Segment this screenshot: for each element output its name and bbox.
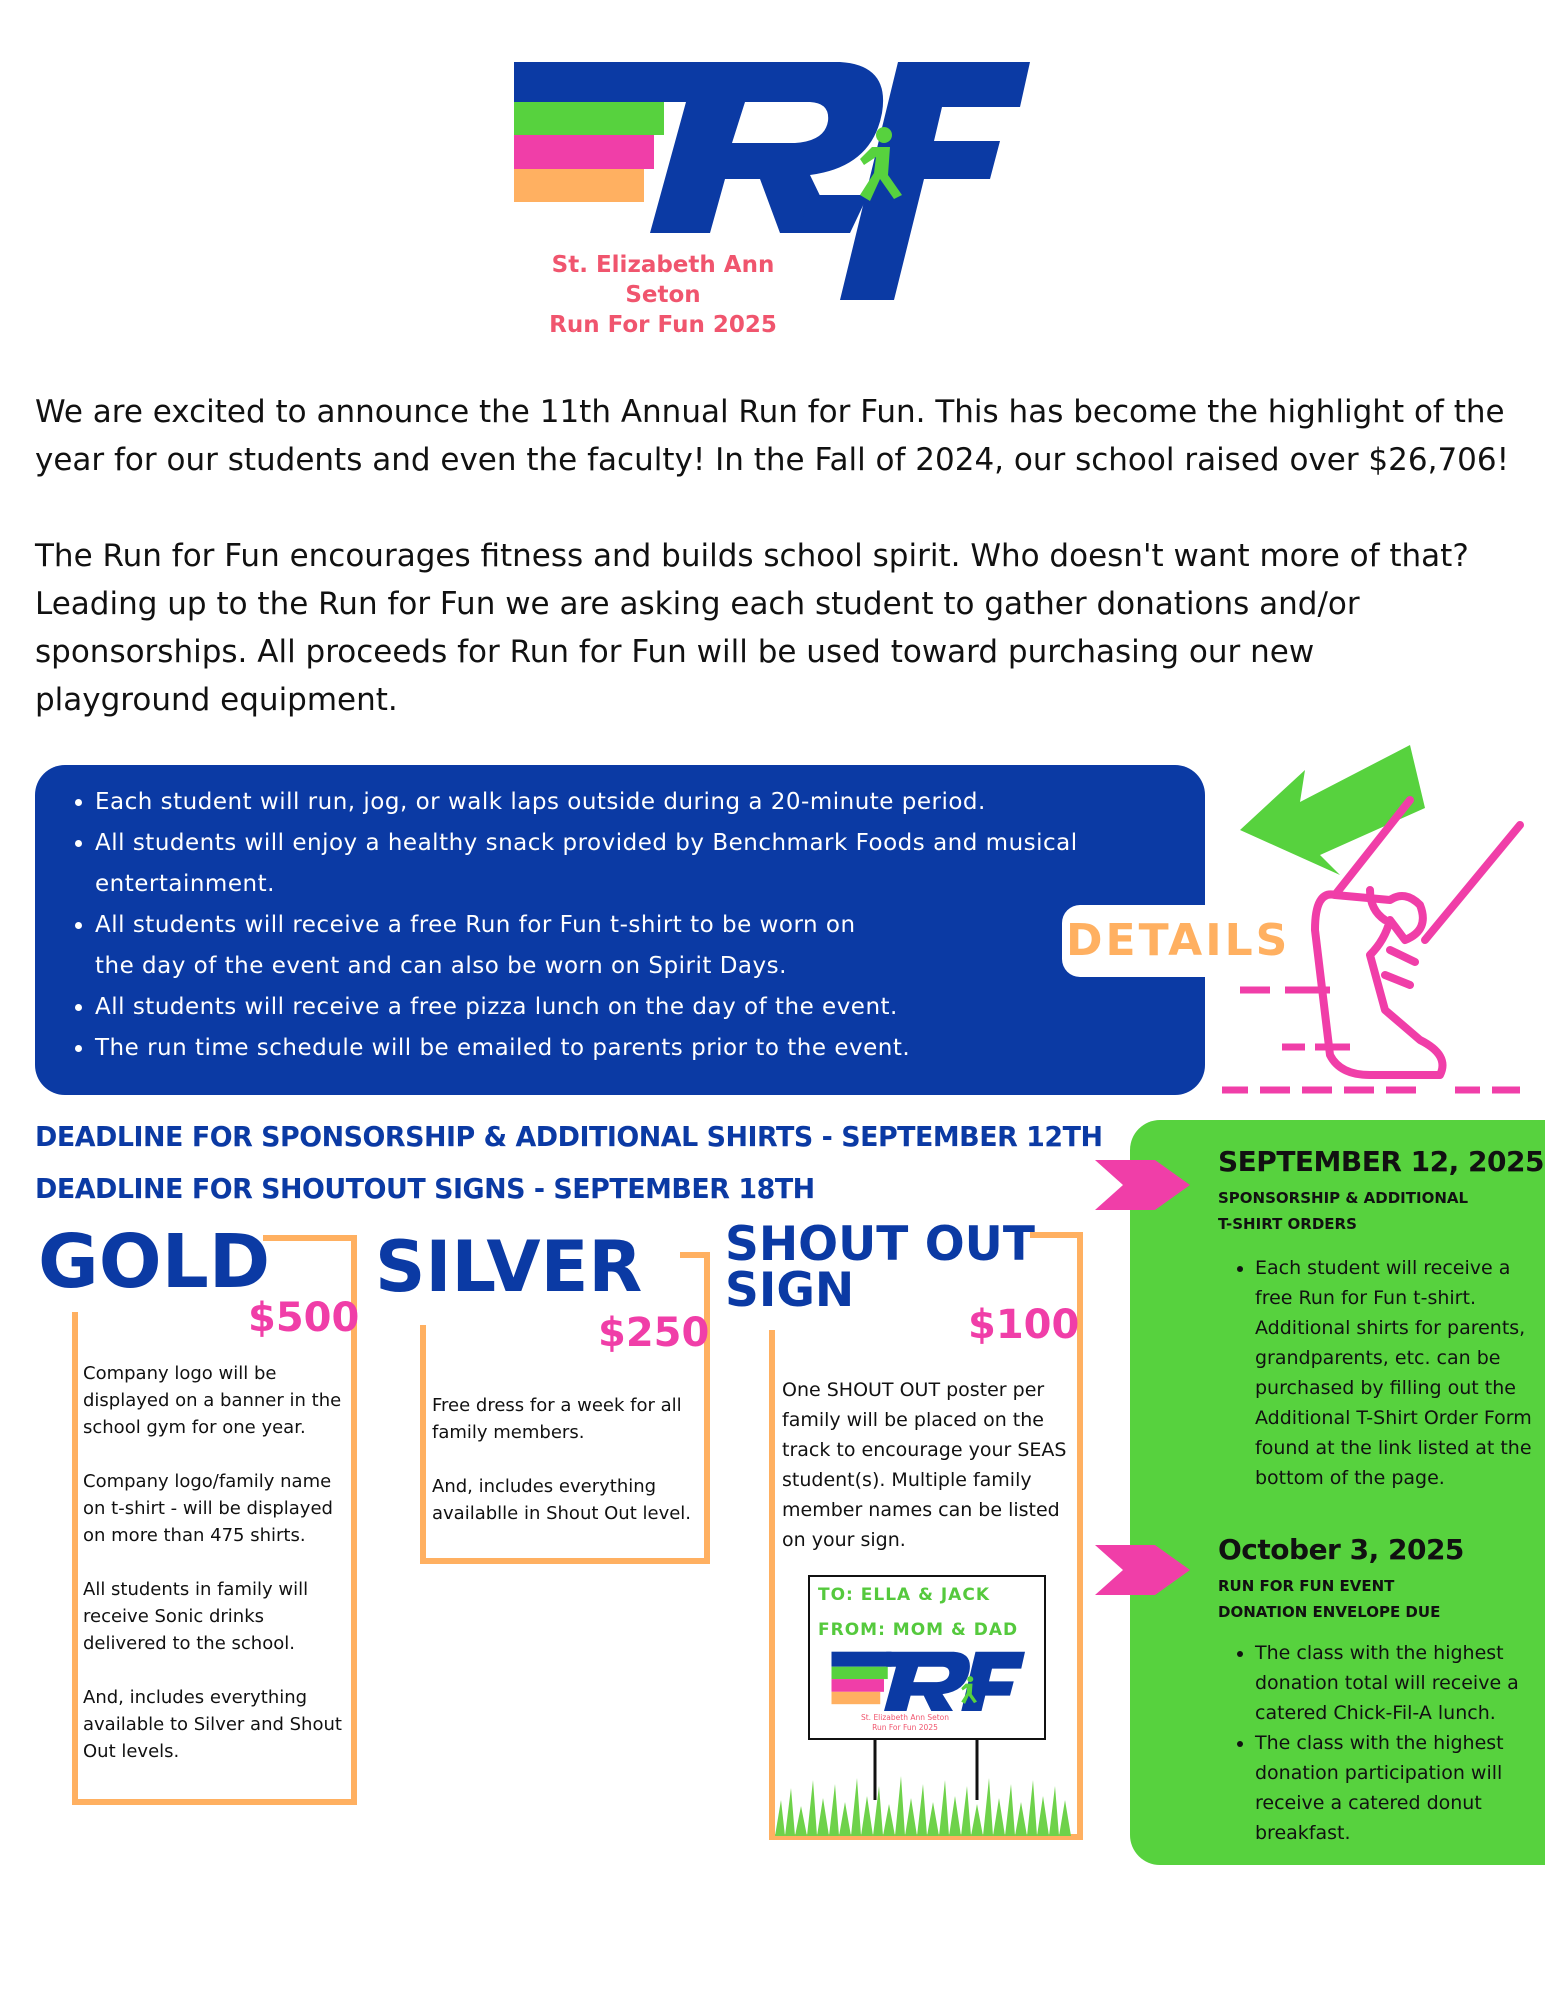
logo-stripe-pink [514,135,654,169]
shoutout-title-line: SHOUT OUT [725,1217,1035,1272]
logo-stripe-orange [514,169,644,202]
gold-benefit: And, includes everything available to Silver and Shout Out levels. [83,1687,342,1762]
details-item: • The run time schedule will be emailed to parents prior to the event. [95,1028,1155,1069]
gold-benefit: Company logo will be displayed on a banner in the school gym for one year. [83,1363,342,1438]
intro-line: year for our students and even the faculty! In the Fall of 2024, our school raised over $26,706! [35,442,1510,478]
deadline-sponsorship: DEADLINE FOR SPONSORSHIP & ADDITIONAL SHIRTS - SEPTEMBER 12TH [35,1120,1103,1153]
details-item: • Each student will run, jog, or walk laps outside during a 20-minute period. [95,782,1155,823]
sign-from: FROM: MOM & DAD [818,1620,1019,1640]
timeline-item: • The class with the highest donation participation will receive a catered donut breakfast. [1255,1728,1545,1848]
deadline-shoutout: DEADLINE FOR SHOUTOUT SIGNS - SEPTEMBER 18TH [35,1172,815,1205]
intro-paragraph-1 [35,388,1515,484]
gold-frame-top [255,1235,357,1241]
shoutout-sign-example [808,1575,1046,1740]
timeline-marker-icon [1095,1160,1190,1210]
logo-org: St. Elizabeth Ann Seton [551,252,775,308]
sign-to: TO: ELLA & JACK [818,1585,990,1605]
silver-benefit: Free dress for a week for all family members. [432,1395,682,1443]
intro-line: We are excited to announce the 11th Annual Run for Fun. This has become the highlight of the [35,394,1505,430]
shoutout-title-line: SIGN [725,1263,855,1318]
sign-org: St. Elizabeth Ann Seton Run For Fun 2025 [860,1713,950,1732]
sign-logo [830,1649,1025,1711]
silver-title: SILVER [375,1226,643,1308]
intro-line: sponsorships. All proceeds for Run for Fun will be used toward purchasing our new [35,634,1315,670]
gold-benefit: All students in family will receive Sonic drinks delivered to the school. [83,1579,309,1654]
intro-line: Leading up to the Run for Fun we are asking each student to gather donations and/or [35,586,1360,622]
gold-title: GOLD [38,1219,271,1305]
timeline-date-1: SEPTEMBER 12, 2025 [1218,1145,1544,1178]
gold-price: $500 [248,1295,360,1341]
intro-line: playground equipment. [35,682,398,718]
logo-event: Run For Fun 2025 [549,312,777,338]
silver-price: $250 [598,1310,710,1356]
details-label: DETAILS [1062,905,1291,977]
timeline-list-2 [1225,1638,1545,1848]
logo-subtitle [513,250,813,340]
details-item: • All students will receive a free Run for Fun t-shirt to be worn on the day of the event and can also be worn on Spirit Days. [95,905,1155,987]
timeline-subtitle-1: SPONSORSHIP & ADDITIONAL T-SHIRT ORDERS [1218,1189,1469,1233]
timeline-date-2: October 3, 2025 [1218,1533,1464,1566]
timeline-item: • The class with the highest donation total will receive a catered Chick-Fil-A lunch. [1255,1638,1545,1728]
silver-benefit: And, includes everything availablle in Shout Out level. [432,1476,692,1524]
details-list [60,782,1155,1069]
timeline-subtitle-2: RUN FOR FUN EVENT DONATION ENVELOPE DUE [1218,1577,1441,1621]
silver-benefits [432,1392,692,1554]
logo-stripe-blue [514,62,674,102]
shoutout-price: $100 [968,1302,1080,1348]
shoutout-description: One SHOUT OUT poster per family will be placed on the track to encourage your SEAS student(s). Multiple family member names can be listed on your sign. [782,1379,1067,1551]
intro-paragraph-2 [35,532,1515,724]
grass-graphic [775,1740,1075,1836]
logo-stripe-green [514,102,664,135]
logo-link [798,195,868,233]
timeline-item: • Each student will receive a free Run for Fun t-shirt. Additional shirts for parents, grandparents, etc. can be purchased by filling out the Additional T-Shirt Order Form found at the link listed at the bottom of the page. [1255,1253,1545,1493]
details-item: • All students will enjoy a healthy snack provided by Benchmark Foods and musical entertainment. [95,823,1155,905]
intro-line: The Run for Fun encourages fitness and builds school spirit. Who doesn't want more of that? [35,538,1469,574]
timeline-marker-icon [1095,1545,1190,1595]
gold-benefit: Company logo/family name on t-shirt - will be displayed on more than 475 shirts. [83,1471,333,1546]
details-item: • All students will receive a free pizza lunch on the day of the event. [95,987,1155,1028]
shoutout-title [725,1217,1035,1318]
gold-benefits [83,1360,348,1792]
timeline-list-1 [1225,1253,1545,1493]
